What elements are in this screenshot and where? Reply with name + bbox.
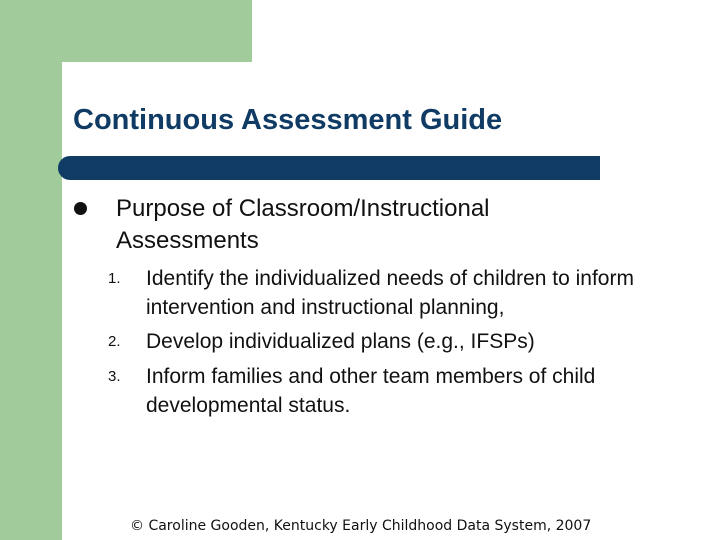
list-item-text: Develop individualized plans (e.g., IFSPs) [146,330,535,353]
title-underline-bar [58,156,600,180]
bullet-dot-icon [74,202,87,215]
list-item-number: 2. [108,333,121,350]
decorative-green-stripe-left [0,0,62,540]
bullet-heading: Purpose of Classroom/Instructional Assessments [116,195,490,254]
list-item-number: 1. [108,270,121,287]
list-item-text: Inform families and other team members of child developmental status. [146,365,596,417]
slide-title: Continuous Assessment Guide [73,104,503,136]
copyright-footer: © Caroline Gooden, Kentucky Early Childhood Data System, 2007 [130,518,592,534]
list-item-number: 3. [108,368,121,385]
list-item-text: Identify the individualized needs of children to inform intervention and instructional planning, [146,267,634,319]
